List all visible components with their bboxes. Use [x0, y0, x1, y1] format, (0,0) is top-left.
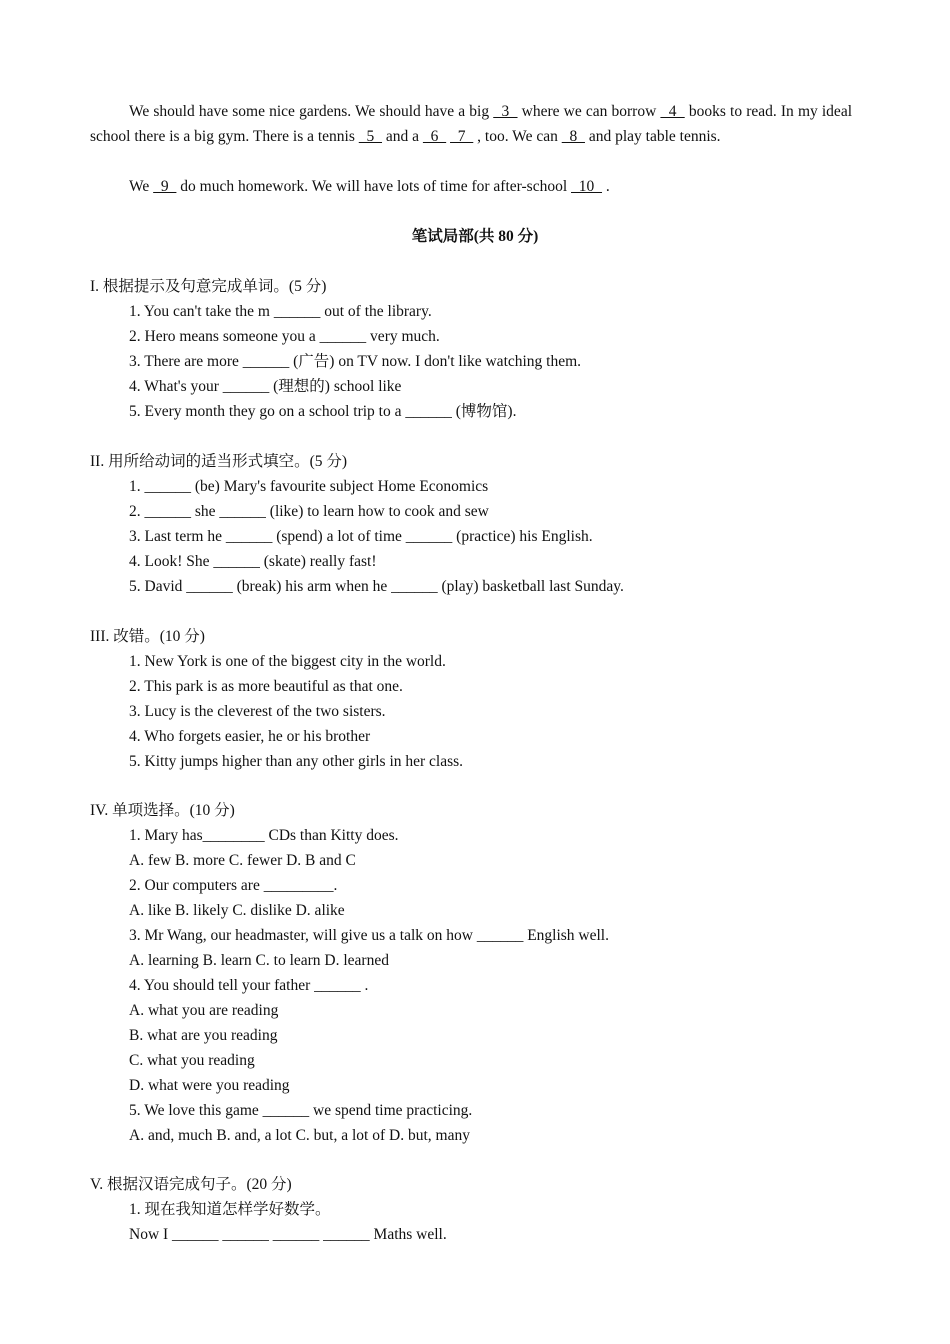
question-line: 1. You can't take the m ______ out of the library.	[129, 303, 432, 320]
option-line: A. learning B. learn C. to learn D. learned	[129, 952, 389, 969]
blank-9: 9	[153, 178, 177, 195]
blank-3: 3	[493, 103, 518, 120]
question-line: 3. Mr Wang, our headmaster, will give us a talk on how ______ English well.	[129, 927, 609, 944]
option-line: B. what are you reading	[129, 1027, 278, 1044]
blank-6: 6	[422, 128, 447, 145]
blank-4: 4	[660, 103, 685, 120]
question-line: 2. ______ she ______ (like) to learn how to cook and sew	[129, 503, 489, 520]
passage-paragraph-1	[90, 99, 852, 149]
question-line: 1. ______ (be) Mary's favourite subject Home Economics	[129, 478, 489, 495]
question-line: 1. 现在我知道怎样学好数学。	[129, 1201, 331, 1218]
passage-text: .	[602, 178, 610, 195]
section-title: V. 根据汉语完成句子。(20 分)	[90, 1176, 292, 1193]
section-title: I. 根据提示及句意完成单词。(5 分)	[90, 278, 327, 295]
passage-text: and a	[382, 128, 423, 145]
option-line: A. like B. likely C. dislike D. alike	[129, 902, 345, 919]
question-line: 3. Last term he ______ (spend) a lot of time ______ (practice) his English.	[129, 528, 593, 545]
option-line: A. what you are reading	[129, 1002, 279, 1019]
section-title: II. 用所给动词的适当形式填空。(5 分)	[90, 453, 348, 470]
blank-5: 5	[358, 128, 383, 145]
question-line: 5. Kitty jumps higher than any other girls in her class.	[129, 753, 464, 770]
written-part-heading: 笔试局部(共 80 分)	[411, 228, 539, 245]
question-line: 2. Our computers are _________.	[129, 877, 338, 894]
passage-text: books to read. In my ideal school there is a big gym. There is a tennis	[90, 103, 853, 145]
question-line: 1. Mary has________ CDs than Kitty does.	[129, 827, 399, 844]
question-line: 2. Hero means someone you a ______ very much.	[129, 328, 440, 345]
question-line: 4. What's your ______ (理想的) school like	[129, 378, 402, 395]
passage-text: We	[129, 178, 154, 195]
passage-paragraph-2	[129, 174, 610, 199]
section-title: IV. 单项选择。(10 分)	[90, 802, 235, 819]
option-line: D. what were you reading	[129, 1077, 290, 1094]
passage-text: where we can borrow	[517, 103, 661, 120]
question-line: 5. We love this game ______ we spend time practicing.	[129, 1102, 473, 1119]
option-line: C. what you reading	[129, 1052, 255, 1069]
passage-text: do much homework. We will have lots of time for after-school	[176, 178, 572, 195]
question-line: 2. This park is as more beautiful as that one.	[129, 678, 403, 695]
question-line: 5. David ______ (break) his arm when he ______ (play) basketball last Sunday.	[129, 578, 624, 595]
answer-line: Now I ______ ______ ______ ______ Maths well.	[129, 1226, 447, 1243]
blank-10: 10	[571, 178, 603, 195]
question-line: 4. Look! She ______ (skate) really fast!	[129, 553, 377, 570]
blank-8: 8	[561, 128, 585, 145]
option-line: A. and, much B. and, a lot C. but, a lot of D. but, many	[129, 1127, 470, 1144]
question-line: 3. Lucy is the cleverest of the two sisters.	[129, 703, 386, 720]
question-line: 4. You should tell your father ______ .	[129, 977, 369, 994]
blank-7: 7	[450, 128, 474, 145]
question-line: 1. New York is one of the biggest city in the world.	[129, 653, 446, 670]
question-line: 5. Every month they go on a school trip to a ______ (博物馆).	[129, 403, 517, 420]
passage-text: We should have some nice gardens. We should have a big	[129, 103, 494, 120]
section-title: III. 改错。(10 分)	[90, 628, 205, 645]
option-line: A. few B. more C. fewer D. B and C	[129, 852, 356, 869]
passage-text: , too. We can	[473, 128, 562, 145]
question-line: 3. There are more ______ (广告) on TV now. I don't like watching them.	[129, 353, 582, 370]
question-line: 4. Who forgets easier, he or his brother	[129, 728, 371, 745]
passage-text: and play table tennis.	[584, 128, 721, 145]
